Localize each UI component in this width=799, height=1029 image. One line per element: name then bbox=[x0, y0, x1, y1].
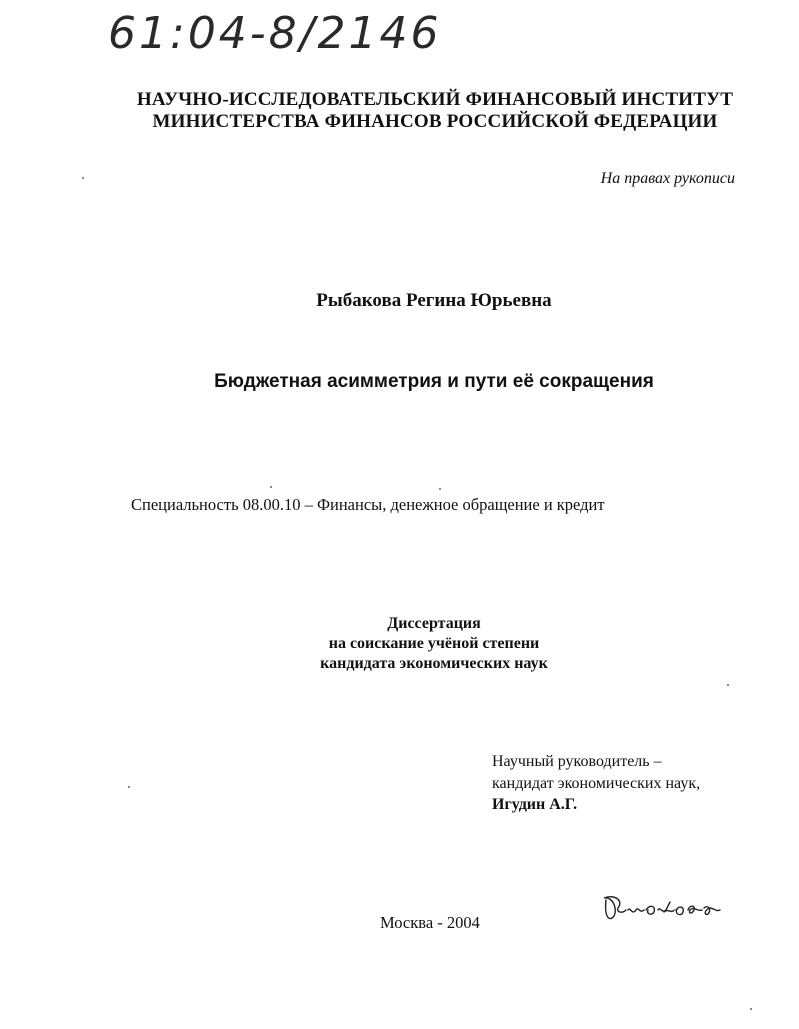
dissertation-title: Бюджетная асимметрия и пути её сокращения bbox=[214, 371, 654, 392]
institute-line-1: НАУЧНО-ИССЛЕДОВАТЕЛЬСКИЙ ФИНАНСОВЫЙ ИНСТИТУТ bbox=[136, 89, 734, 110]
city-year: Москва - 2004 bbox=[380, 913, 480, 932]
institute-name bbox=[60, 89, 799, 133]
dissertation-type bbox=[0, 614, 799, 674]
supervisor-name: Игудин А.Г. bbox=[492, 796, 578, 813]
specialty-line: Специальность 08.00.10 – Финансы, денежное обращение и кредит bbox=[131, 495, 605, 514]
scan-speck bbox=[128, 786, 130, 788]
institute-line-2: МИНИСТЕРСТВА ФИНАНСОВ РОССИЙСКОЙ ФЕДЕРАЦИИ bbox=[152, 111, 718, 132]
scan-speck bbox=[82, 177, 84, 179]
supervisor-role: Научный руководитель – bbox=[492, 753, 662, 770]
dissertation-line-3: кандидата экономических наук bbox=[320, 655, 548, 672]
author-name: Рыбакова Регина Юрьевна bbox=[316, 290, 552, 311]
scan-speck bbox=[439, 488, 441, 490]
stamp-code: 61:04-8/2146 bbox=[108, 8, 442, 54]
manuscript-rights-note: На правах рукописи bbox=[600, 170, 735, 187]
author-signature bbox=[600, 888, 725, 928]
scan-speck bbox=[750, 1008, 752, 1010]
dissertation-line-2: на соискание учёной степени bbox=[328, 635, 540, 652]
supervisor-degree: кандидат экономических наук, bbox=[492, 774, 701, 792]
scientific-supervisor bbox=[492, 751, 700, 816]
dissertation-line-1: Диссертация bbox=[387, 615, 481, 632]
scan-speck bbox=[270, 486, 272, 488]
scan-speck bbox=[727, 684, 729, 686]
handwritten-archive-stamp bbox=[108, 4, 458, 54]
